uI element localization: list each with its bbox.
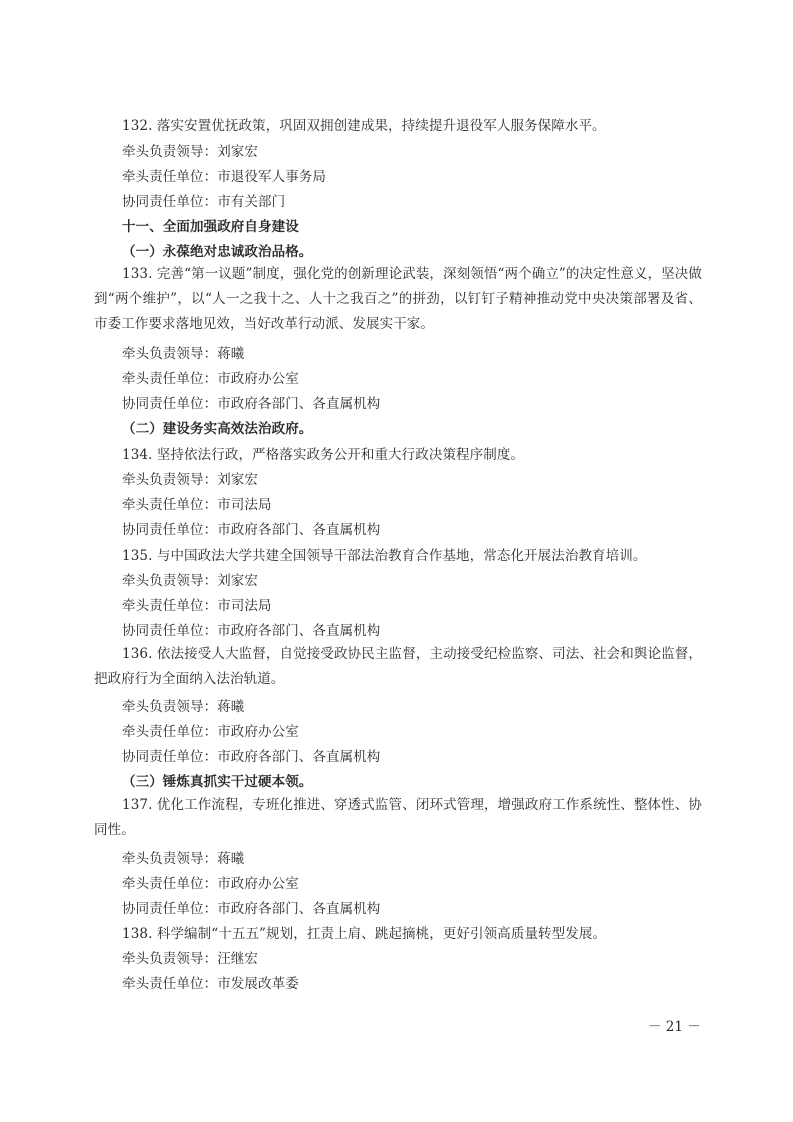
item-137-leader: 牵头负责领导：蒋曦 xyxy=(122,851,245,867)
section-heading-11: 十一、全面加强政府自身建设 xyxy=(122,219,299,235)
item-134-coop-unit: 协同责任单位：市政府各部门、各直属机构 xyxy=(122,522,381,538)
item-137-lead-unit: 牵头责任单位：市政府办公室 xyxy=(122,876,299,892)
item-135-lead-unit: 牵头责任单位：市司法局 xyxy=(122,598,272,614)
item-137-coop-unit: 协同责任单位：市政府各部门、各直属机构 xyxy=(122,901,381,917)
item-136-coop-unit: 协同责任单位：市政府各部门、各直属机构 xyxy=(122,749,381,765)
item-133-text: 133. 完善“第一议题”制度，强化党的创新理论武装，深刻领悟“两个确立”的决定性意义，坚决做到“两个维护”，以“人一之我十之、人十之我百之”的拼劲，以钉钉子精神推动党中央决策部署及省、市委工作要求落地见效，当好改革行动派、发展实干家。 xyxy=(94,266,702,332)
item-132-leader: 牵头负责领导：刘家宏 xyxy=(122,144,258,160)
page-number: － 21 － xyxy=(648,1019,701,1035)
item-133-leader: 牵头负责领导：蒋曦 xyxy=(122,346,245,362)
item-135-coop-unit: 协同责任单位：市政府各部门、各直属机构 xyxy=(122,623,381,639)
item-132-lead-unit: 牵头责任单位：市退役军人事务局 xyxy=(122,169,326,185)
item-133-coop-unit: 协同责任单位：市政府各部门、各直属机构 xyxy=(122,396,381,412)
subsection-heading-3: （三）锤炼真抓实干过硬本领。 xyxy=(122,774,313,790)
subsection-heading-1: （一）永葆绝对忠诚政治品格。 xyxy=(122,244,313,260)
item-132-text: 132. 落实安置优抚政策，巩固双拥创建成果，持续提升退役军人服务保障水平。 xyxy=(122,118,606,134)
item-136-lead-unit: 牵头责任单位：市政府办公室 xyxy=(122,724,299,740)
item-134-leader: 牵头负责领导：刘家宏 xyxy=(122,472,258,488)
item-138-leader: 牵头负责领导：汪继宏 xyxy=(122,951,258,967)
item-133-lead-unit: 牵头责任单位：市政府办公室 xyxy=(122,371,299,387)
item-134-text: 134. 坚持依法行政，严格落实政务公开和重大行政决策程序制度。 xyxy=(122,447,525,463)
item-136-leader: 牵头负责领导：蒋曦 xyxy=(122,699,245,715)
item-138-lead-unit: 牵头责任单位：市发展改革委 xyxy=(122,976,299,992)
item-135-leader: 牵头负责领导：刘家宏 xyxy=(122,573,258,589)
item-135-text: 135. 与中国政法大学共建全国领导干部法治教育合作基地，常态化开展法治教育培训。 xyxy=(122,548,647,564)
item-134-lead-unit: 牵头责任单位：市司法局 xyxy=(122,497,272,513)
item-137-text: 137. 优化工作流程，专班化推进、穿透式监管、闭环式管理，增强政府工作系统性、整体性、协同性。 xyxy=(94,797,702,838)
subsection-heading-2: （二）建设务实高效法治政府。 xyxy=(122,421,313,437)
item-132-coop-unit: 协同责任单位：市有关部门 xyxy=(122,194,286,210)
item-138-text: 138. 科学编制“十五五”规划，扛责上肩、跳起摘桃，更好引领高质量转型发展。 xyxy=(122,926,607,942)
item-136-text: 136. 依法接受人大监督，自觉接受政协民主监督，主动接受纪检监察、司法、社会和舆论监督，把政府行为全面纳入法治轨道。 xyxy=(94,646,702,687)
